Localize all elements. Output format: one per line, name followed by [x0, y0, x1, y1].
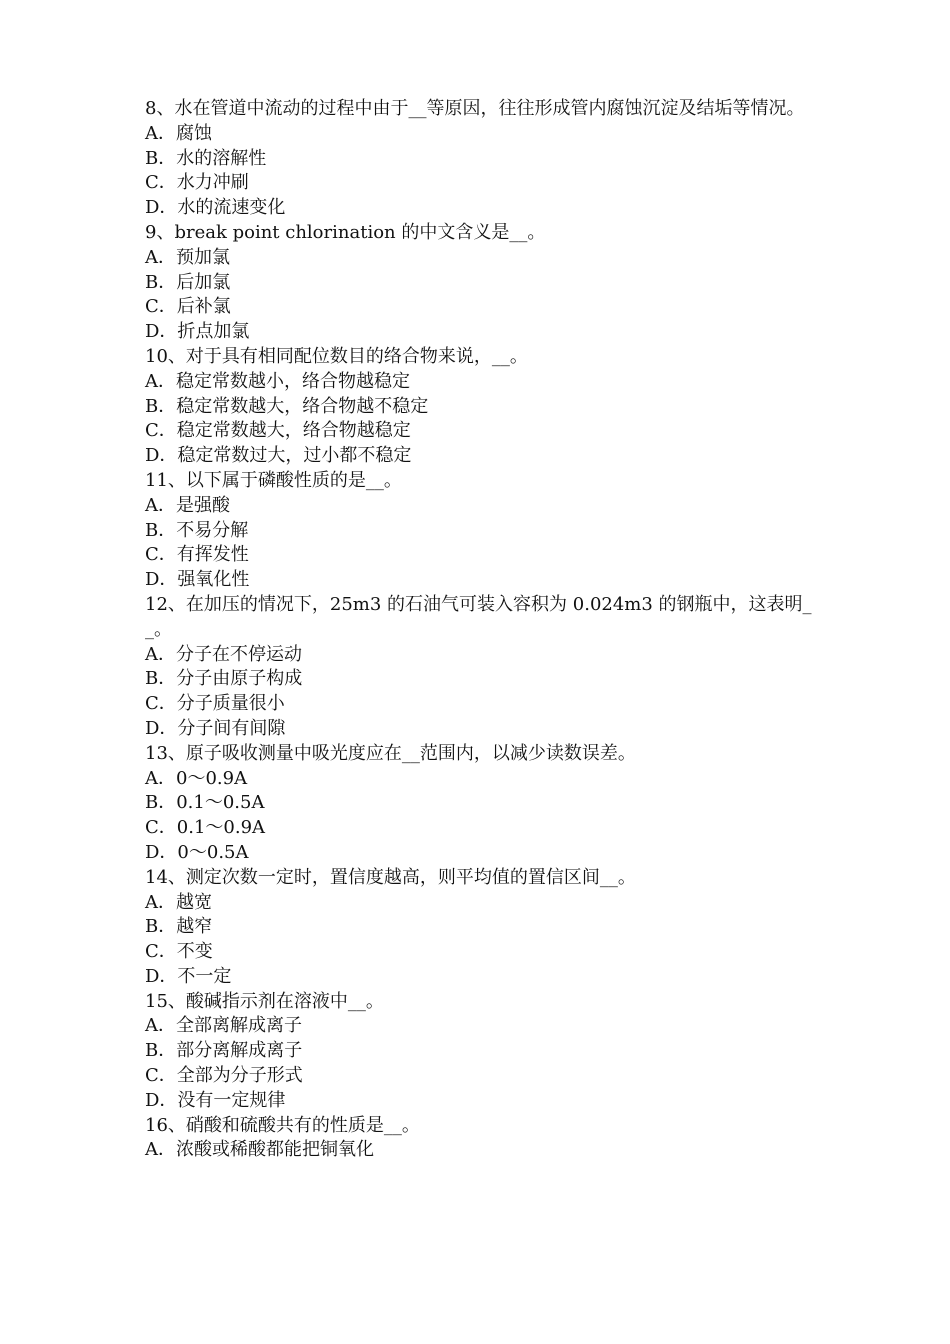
answer-option: D．水的流速变化 — [145, 197, 286, 219]
answer-option: B．不易分解 — [145, 519, 249, 541]
answer-option: C．后补氯 — [145, 296, 231, 318]
answer-option: C．全部为分子形式 — [145, 1065, 303, 1087]
answer-option: B．部分离解成离子 — [145, 1040, 303, 1062]
answer-option: B．越窄 — [145, 916, 213, 938]
question-text: 16、硝酸和硫酸共有的性质是__。 — [145, 1114, 420, 1136]
question-block — [145, 345, 813, 469]
answer-option: A．分子在不停运动 — [145, 643, 302, 665]
answer-option: B．后加氯 — [145, 271, 231, 293]
answer-option: A．是强酸 — [145, 494, 230, 516]
answer-option: B．水的溶解性 — [145, 147, 267, 169]
answer-option: C．分子质量很小 — [145, 693, 285, 715]
answer-option: B．0.1～0.5A — [145, 792, 265, 814]
answer-option: D．没有一定规律 — [145, 1089, 286, 1111]
answer-option: A．浓酸或稀酸都能把铜氧化 — [145, 1139, 374, 1161]
answer-option: D．强氧化性 — [145, 569, 250, 591]
answer-option: C．0.1～0.9A — [145, 817, 266, 839]
answer-option: C．不变 — [145, 941, 213, 963]
answer-option: A．全部离解成离子 — [145, 1015, 302, 1037]
question-text: 9、break point chlorination 的中文含义是__。 — [145, 221, 546, 243]
question-block — [145, 97, 813, 221]
answer-option: A．0～0.9A — [145, 767, 248, 789]
question-block — [145, 866, 813, 990]
answer-option: D．分子间有间隙 — [145, 717, 286, 739]
answer-option: A．预加氯 — [145, 246, 230, 268]
question-block — [145, 990, 813, 1114]
question-text: 11、以下属于磷酸性质的是__。 — [145, 469, 402, 491]
answer-option: A．腐蚀 — [145, 122, 212, 144]
answer-option: D．0～0.5A — [145, 841, 249, 863]
answer-option: A．稳定常数越小，络合物越稳定 — [145, 370, 410, 392]
answer-option: D．稳定常数过大，过小都不稳定 — [145, 445, 412, 467]
question-list — [145, 97, 813, 1163]
question-text: 8、水在管道中流动的过程中由于__等原因，往往形成管内腐蚀沉淀及结垢等情况。 — [145, 98, 805, 119]
answer-option: B．稳定常数越大，络合物越不稳定 — [145, 395, 429, 417]
answer-option: D．折点加氯 — [145, 321, 250, 343]
question-text: 13、原子吸收测量中吸光度应在__范围内，以减少读数误差。 — [145, 742, 636, 764]
question-block — [145, 742, 813, 866]
answer-option: C．有挥发性 — [145, 544, 249, 566]
question-block — [145, 1114, 813, 1164]
answer-option: C．稳定常数越大，络合物越稳定 — [145, 420, 411, 442]
question-block — [145, 221, 813, 345]
question-text: 12、在加压的情况下，25m3 的石油气可装入容积为 0.024m3 的钢瓶中，这表明__。 — [145, 593, 812, 640]
question-block — [145, 593, 813, 742]
answer-option: B．分子由原子构成 — [145, 668, 303, 690]
question-text: 14、测定次数一定时，置信度越高，则平均值的置信区间__。 — [145, 866, 636, 888]
answer-option: D．不一定 — [145, 965, 232, 987]
answer-option: A．越宽 — [145, 891, 212, 913]
answer-option: C．水力冲刷 — [145, 172, 249, 194]
question-text: 15、酸碱指示剂在溶液中__。 — [145, 990, 384, 1012]
question-block — [145, 469, 813, 593]
question-text: 10、对于具有相同配位数目的络合物来说，__。 — [145, 345, 528, 367]
